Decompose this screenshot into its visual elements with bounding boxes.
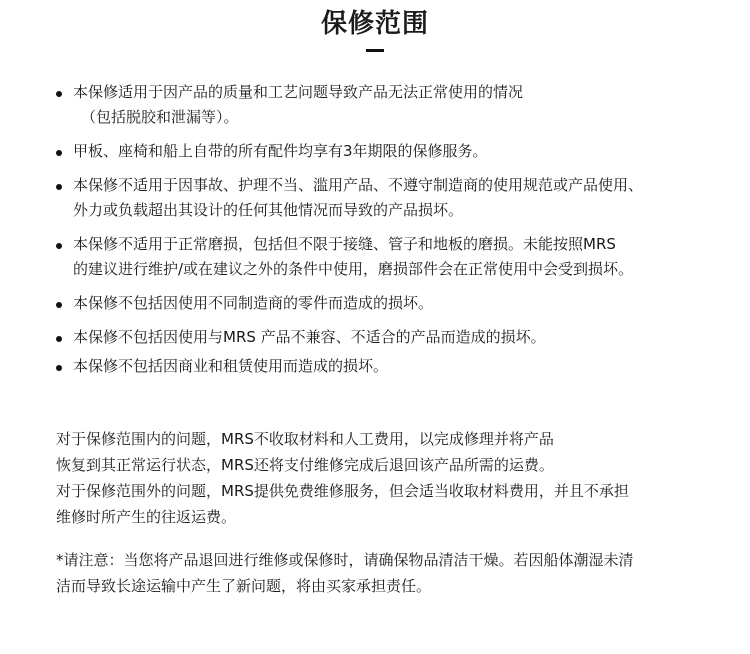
page-title: 保修范围	[320, 9, 429, 39]
list-item-line: 本保修不适用于因事故、护理不当、滥用产品、不遵守制造商的使用规范或产品使用、	[73, 176, 644, 194]
list-item-line: 甲板、座椅和船上自带的所有配件均享有3年期限的保修服务。	[73, 142, 488, 160]
paragraph-line: 对于保修范围外的问题，MRS提供免费维修服务，但会适当收取材料费用，并且不承担	[56, 482, 629, 500]
list-item	[0, 232, 750, 282]
bullet-dot	[56, 184, 62, 190]
bullet-dot	[56, 91, 62, 97]
list-item	[0, 139, 750, 164]
list-item-line: 本保修不适用于正常磨损，包括但不限于接缝、管子和地板的磨损。未能按照MRS	[73, 235, 616, 253]
bullet-dot	[56, 365, 62, 371]
list-item-line: 本保修不包括因使用不同制造商的零件而造成的损坏。	[73, 294, 434, 312]
paragraph-line: 恢复到其正常运行状态，MRS还将支付维修完成后退回该产品所需的运费。	[56, 456, 554, 474]
list-item-line: 本保修不包括因使用与MRS 产品不兼容、不适合的产品而造成的损坏。	[73, 328, 546, 346]
bullet-dot	[56, 243, 62, 249]
bullet-dot	[56, 336, 62, 342]
paragraph-line: 对于保修范围内的问题，MRS不收取材料和人工费用，以完成修理并将产品	[56, 430, 554, 448]
list-item-line: 本保修适用于因产品的质量和工艺问题导致产品无法正常使用的情况	[73, 83, 524, 101]
paragraph-line: 维修时所产生的往返运费。	[56, 508, 237, 526]
list-item	[0, 291, 750, 316]
list-item-line: 的建议进行维护/或在建议之外的条件中使用，磨损部件会在正常使用中会受到损坏。	[73, 260, 634, 278]
warranty-terms-list	[0, 80, 750, 388]
list-item	[0, 173, 750, 223]
notice-paragraph	[56, 547, 716, 599]
bullet-dot	[56, 302, 62, 308]
coverage-policy-paragraph	[56, 426, 716, 530]
paragraph-line: 洁而导致长途运输中产生了新问题，将由买家承担责任。	[56, 577, 432, 595]
bullet-dot	[56, 150, 62, 156]
paragraph-line: *请注意：当您将产品退回进行维修或保修时，请确保物品清洁干燥。若因船体潮湿未清	[56, 551, 634, 569]
list-item-line: 外力或负载超出其设计的任何其他情况而导致的产品损坏。	[73, 201, 464, 219]
list-item-line: 本保修不包括因商业和租赁使用而造成的损坏。	[73, 357, 389, 375]
title-underline	[366, 49, 384, 52]
list-item	[0, 325, 750, 350]
list-item	[0, 354, 750, 379]
list-item-line: （包括脱胶和泄漏等）。	[81, 108, 239, 126]
list-item	[0, 80, 750, 130]
